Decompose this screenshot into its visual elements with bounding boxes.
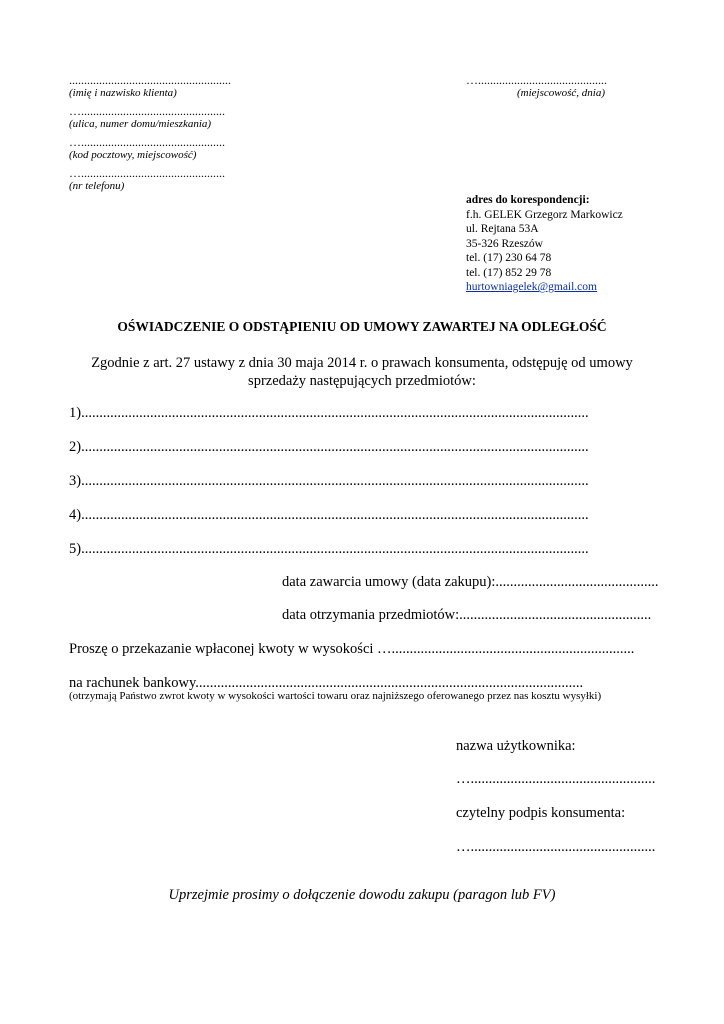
username-line[interactable]: …................................................... [456, 771, 656, 787]
item-line-1[interactable]: 1)............................................................................................................................................ [69, 405, 589, 421]
receipt-date-field[interactable]: data otrzymania przedmiotów:..................................................... [282, 607, 652, 623]
correspondence-city: 35-326 Rzeszów [466, 237, 543, 250]
correspondence-address [466, 193, 623, 295]
contract-date-field[interactable]: data zawarcia umowy (data zakupu):............................................. [282, 574, 659, 590]
place-date-line[interactable]: …........................................... [466, 73, 607, 87]
correspondence-company: f.h. GELEK Grzegorz Markowicz [466, 208, 623, 221]
client-name-line[interactable]: ...................................................... [69, 73, 231, 87]
place-date-caption: (miejscowość, dnia) [517, 87, 605, 99]
client-phone-caption: (nr telefonu) [69, 180, 125, 192]
client-phone-line[interactable]: …................................................ [69, 166, 225, 180]
intro-paragraph [0, 354, 724, 390]
footer-note: Uprzejmie prosimy o dołączenie dowodu zakupu (paragon lub FV) [168, 887, 556, 903]
document-title: OŚWIADCZENIE O ODSTĄPIENIU OD UMOWY ZAWARTEJ NA ODLEGŁOŚĆ [117, 319, 607, 334]
signature-line[interactable]: …................................................... [456, 839, 656, 855]
correspondence-heading: adres do korespondencji: [466, 194, 590, 206]
correspondence-phone-1: tel. (17) 230 64 78 [466, 252, 552, 264]
client-street-line[interactable]: …................................................ [69, 104, 225, 118]
intro-line-1: Zgodnie z art. 27 ustawy z dnia 30 maja 2014 r. o prawach konsumenta, odstępuję od umowy [91, 355, 633, 371]
username-label: nazwa użytkownika: [456, 738, 576, 754]
bank-account-field[interactable]: na rachunek bankowy........................................................................................................... [69, 675, 584, 691]
client-postal-caption: (kod pocztowy, miejscowość) [69, 149, 197, 161]
item-line-3[interactable]: 3)............................................................................................................................................ [69, 473, 589, 489]
refund-note: (otrzymają Państwo zwrot kwoty w wysokości wartości towaru oraz najniższego oferowanego przez nas kosztu wysyłki) [69, 690, 602, 702]
refund-amount-field[interactable]: Proszę o przekazanie wpłaconej kwoty w wysokości …................................................................... [69, 641, 635, 657]
item-line-2[interactable]: 2)............................................................................................................................................ [69, 439, 589, 455]
signature-label: czytelny podpis konsumenta: [456, 805, 626, 821]
correspondence-phone-2: tel. (17) 852 29 78 [466, 266, 552, 279]
intro-line-2: sprzedaży następujących przedmiotów: [248, 373, 476, 389]
item-line-5[interactable]: 5)............................................................................................................................................ [69, 541, 589, 557]
item-line-4[interactable]: 4)............................................................................................................................................ [69, 507, 589, 523]
correspondence-email-link[interactable]: hurtowniagelek@gmail.com [466, 281, 597, 293]
client-street-caption: (ulica, numer domu/mieszkania) [69, 118, 212, 130]
correspondence-street: ul. Rejtana 53A [466, 223, 539, 235]
client-name-caption: (imię i nazwisko klienta) [69, 87, 177, 99]
client-postal-line[interactable]: …................................................ [69, 135, 225, 149]
